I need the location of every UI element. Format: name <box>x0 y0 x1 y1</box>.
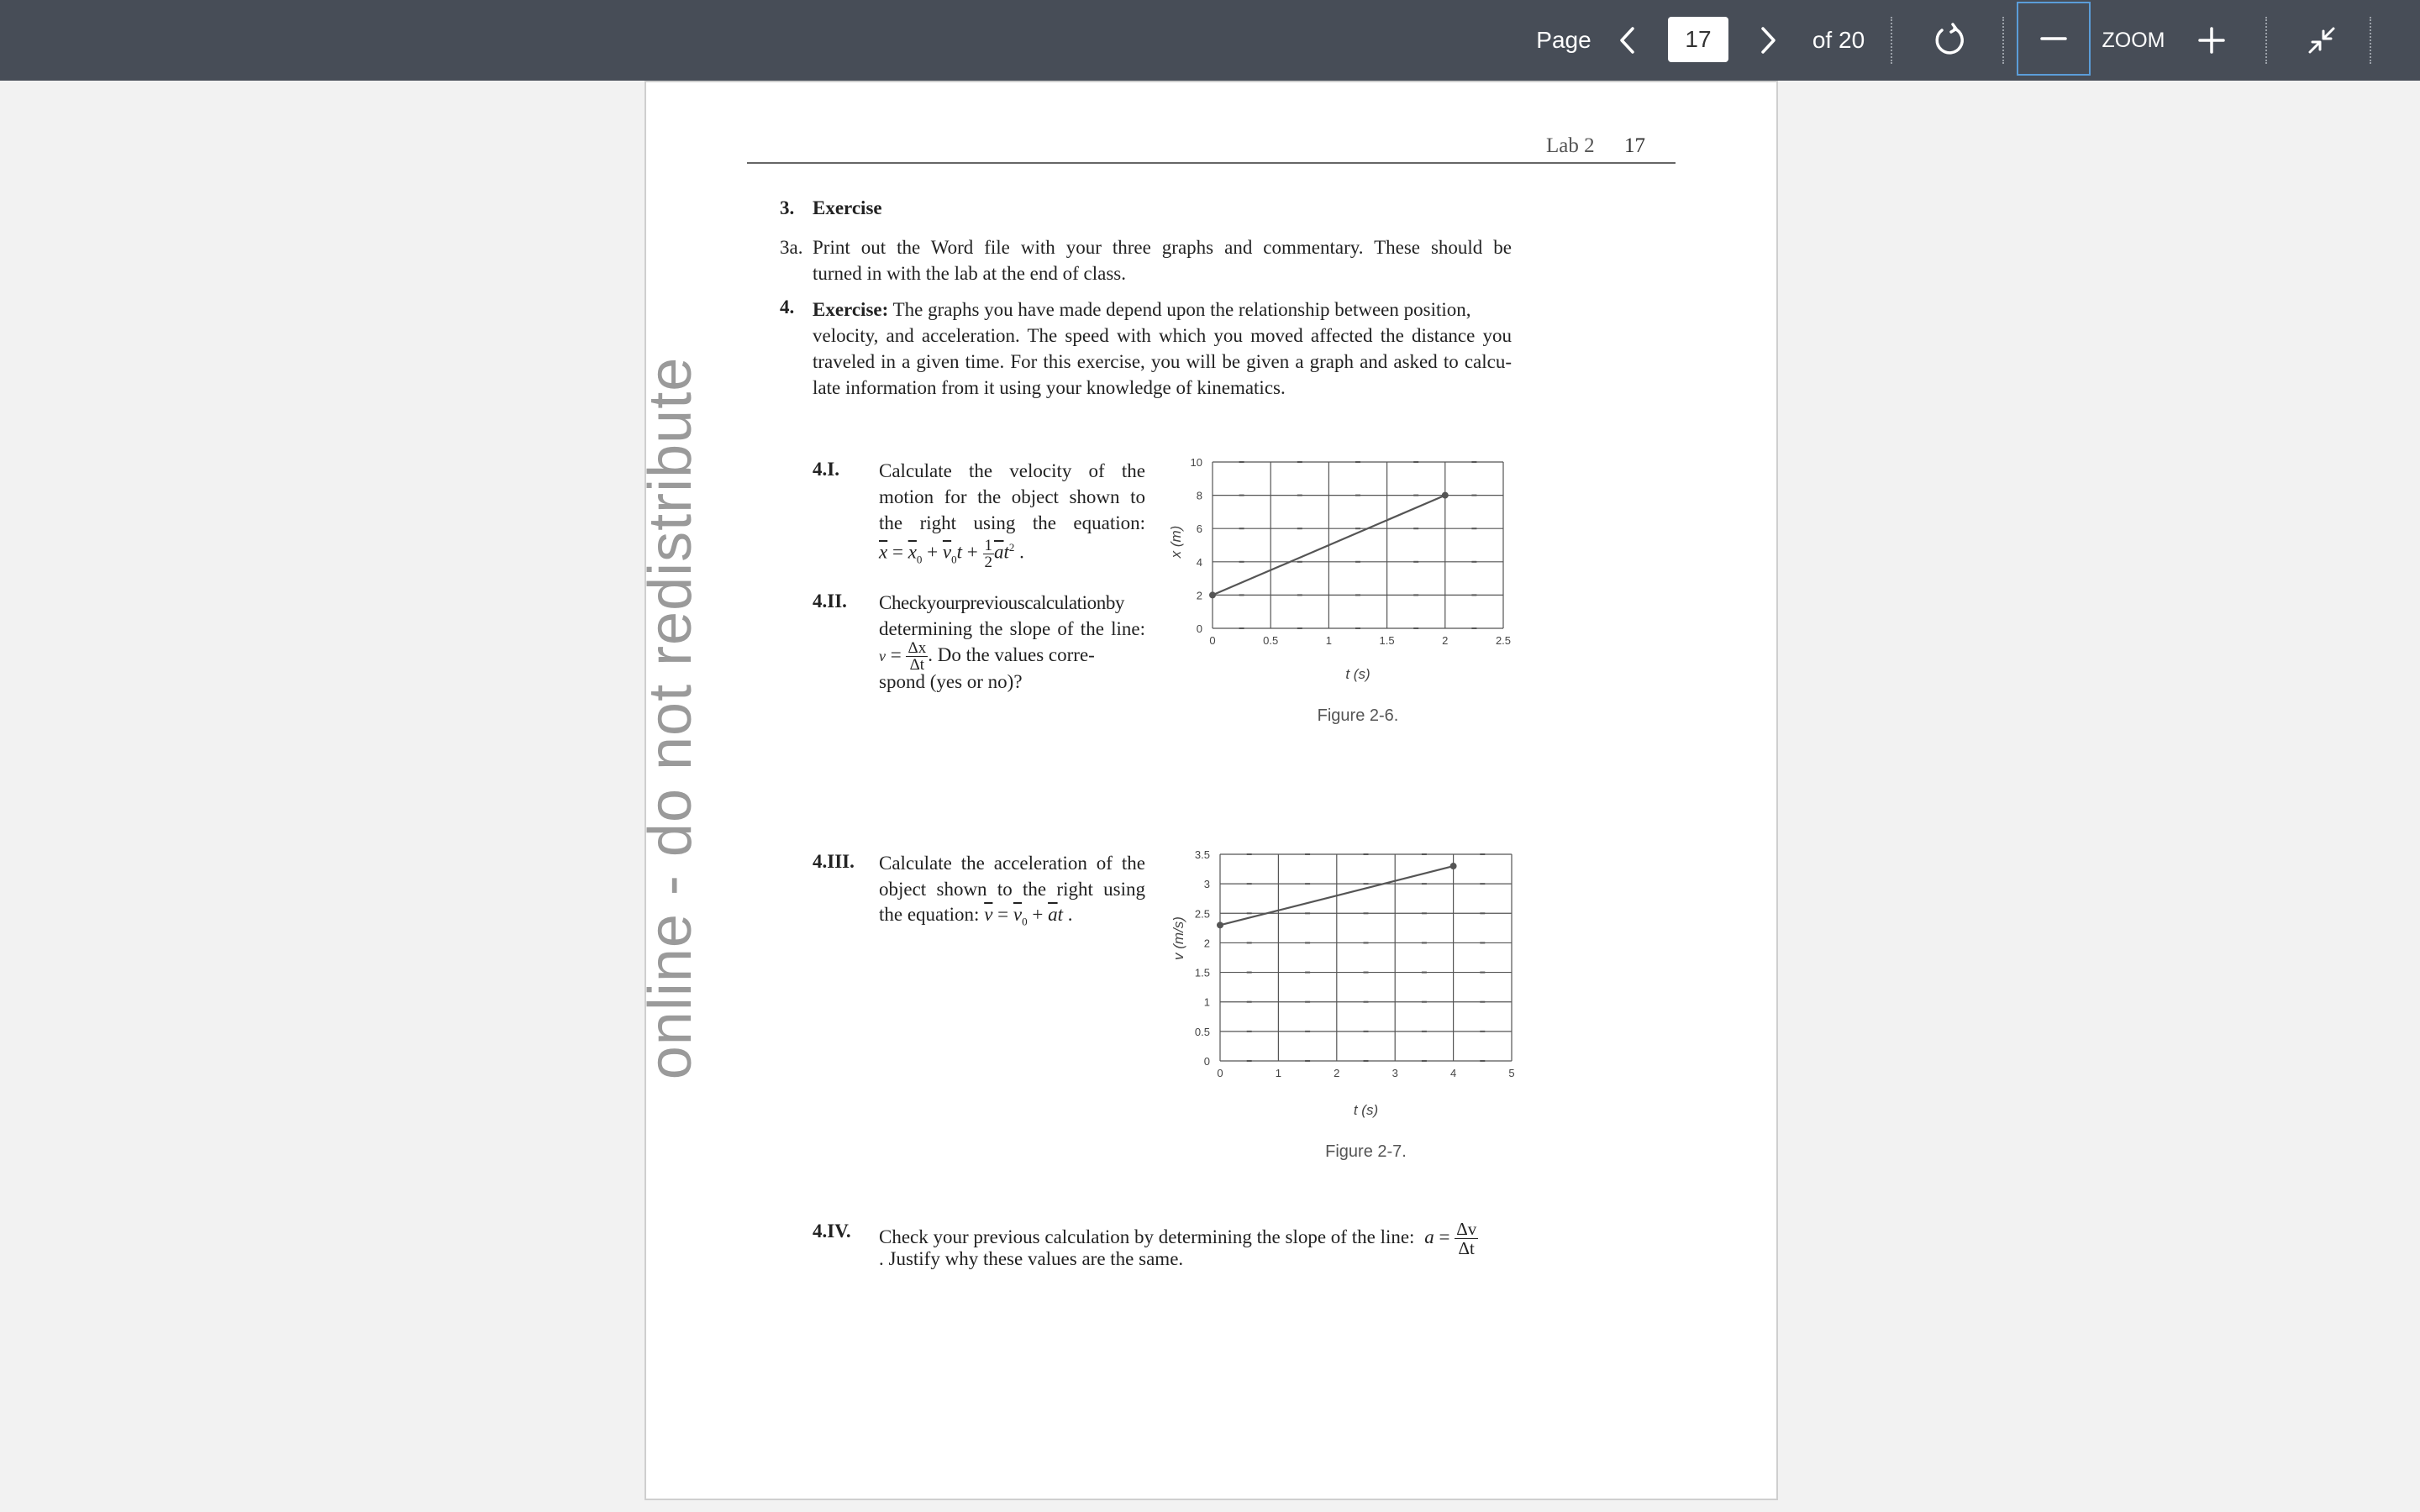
question-line: . Justify why these values are the same. <box>879 1248 1184 1269</box>
question-line: Calculate the acceleration of the <box>879 853 1145 874</box>
question-line: Check your previous calculation by determining the slope of the line: a = $\frac{\Delta v}{\Delta t}$ <box>879 1219 1477 1258</box>
data-point <box>1450 863 1457 869</box>
toolbar-divider <box>2002 17 2004 64</box>
paragraph-text: The graphs you have made depend upon the relationship between position, <box>888 299 1471 320</box>
y-tick-label: 8 <box>1196 489 1202 502</box>
y-tick-label: 4 <box>1196 555 1202 569</box>
document-page <box>644 81 1778 1500</box>
paragraph-line: Print out the Word file with your three graphs and commentary. These should be <box>813 237 1512 258</box>
section-number: 3. <box>780 197 795 218</box>
question-number: 4.III. <box>813 851 855 872</box>
x-tick-label: 5 <box>1508 1067 1515 1079</box>
x-tick-label: 4 <box>1449 1067 1457 1079</box>
x-tick-label: 1 <box>1325 634 1333 647</box>
question-line: motion for the object shown to <box>879 486 1145 507</box>
y-tick-label: 1 <box>1203 995 1210 1009</box>
exit-fullscreen-button[interactable] <box>2298 0 2345 81</box>
y-tick-label: 2 <box>1196 589 1202 602</box>
question-line: the right using the equation: <box>879 512 1145 533</box>
viewer-toolbar <box>0 0 2420 81</box>
x-tick-label: 2 <box>1442 634 1449 647</box>
next-page-button[interactable] <box>1749 0 1786 81</box>
x-axis-label: t (s) <box>1353 1102 1379 1118</box>
zoom-out-button[interactable] <box>2017 2 2091 76</box>
toolbar-divider <box>1891 17 1892 64</box>
y-tick-label: 6 <box>1196 522 1202 536</box>
zoom-in-button[interactable] <box>2191 0 2232 81</box>
page-number: 17 <box>1624 134 1645 157</box>
plus-icon <box>2197 26 2226 55</box>
x-tick-label: 0.5 <box>1263 634 1279 647</box>
item-number: 3a. <box>780 237 803 258</box>
y-tick-label: 0 <box>1203 1055 1210 1068</box>
question-line: Checkyourpreviouscalculationby <box>879 592 1125 613</box>
x-tick-label: 3 <box>1392 1067 1398 1079</box>
paragraph-line <box>813 297 1512 323</box>
y-tick-label: 2.5 <box>1194 907 1210 921</box>
collapse-icon <box>2305 24 2338 57</box>
page-label: Page <box>1536 27 1591 53</box>
slope-equation: v = $\frac{\Delta x}{\Delta t}$ . Do the values corre- <box>879 639 1095 674</box>
chevron-left-icon <box>1618 25 1638 55</box>
zoom-label: ZOOM <box>2102 28 2165 52</box>
header-rule <box>747 162 1676 164</box>
x-tick-label: 2 <box>1334 1067 1340 1079</box>
data-point <box>1209 591 1216 598</box>
rotate-button[interactable] <box>1928 0 1970 81</box>
x-tick-label: 2.5 <box>1495 634 1512 647</box>
x-tick-label: 0 <box>1217 1067 1223 1079</box>
figure-caption: Figure 2-6. <box>1317 706 1399 725</box>
question-line: object shown to the right using <box>879 879 1145 900</box>
watermark: online - do not redistribute <box>637 356 704 1080</box>
minus-icon <box>2040 36 2067 41</box>
y-tick-label: 0 <box>1196 622 1202 635</box>
running-title: Lab 2 <box>1546 134 1595 157</box>
page-number-input[interactable] <box>1668 17 1728 62</box>
question-number: 4.I. <box>813 459 839 480</box>
question-line: Calculate the velocity of the <box>879 460 1145 481</box>
figure-caption: Figure 2-7. <box>1325 1142 1407 1161</box>
section-title: Exercise <box>813 197 882 218</box>
paragraph-line: late information from it using your knowledge of kinematics. <box>813 377 1286 398</box>
question-number: 4.IV. <box>813 1221 851 1242</box>
y-tick-label: 3 <box>1203 878 1210 891</box>
question-line: determining the slope of the line: <box>879 618 1145 639</box>
y-axis-label: v (m/s) <box>1171 916 1186 960</box>
section-number: 4. <box>780 297 795 318</box>
x-tick-label: 0 <box>1209 634 1216 647</box>
y-tick-label: 3.5 <box>1194 848 1210 861</box>
x-tick-label: 1.5 <box>1379 634 1395 647</box>
position-time-chart <box>1168 449 1521 725</box>
rotate-icon <box>1931 22 1968 59</box>
paragraph-line: velocity, and acceleration. The speed with which you moved affected the distance you <box>813 325 1512 346</box>
previous-page-button[interactable] <box>1609 0 1646 81</box>
x-axis-label: t (s) <box>1345 666 1370 682</box>
velocity-time-chart <box>1168 840 1529 1168</box>
kinematics-equation: $\overline{x} = \overline{x}_0 + \overline{v}_0t$ + $\frac{1}{2}$ $\overline{a}t^2$ . <box>879 536 1024 571</box>
y-tick-label: 0.5 <box>1194 1025 1210 1038</box>
y-tick-label: 1.5 <box>1194 966 1210 979</box>
question-number: 4.II. <box>813 591 847 612</box>
toolbar-divider <box>2370 17 2371 64</box>
velocity-equation: the equation: $\overline{v} = \overline{v}_0 + \overline{a}t$ . <box>879 904 1073 928</box>
toolbar-divider <box>2265 17 2267 64</box>
x-tick-label: 1 <box>1275 1067 1282 1079</box>
data-point <box>1217 921 1223 928</box>
total-pages: of 20 <box>1812 27 1865 53</box>
paragraph-line: traveled in a given time. For this exercise, you will be given a graph and asked to calcu- <box>813 351 1512 372</box>
y-tick-label: 2 <box>1203 937 1210 950</box>
exercise-label: Exercise: <box>813 299 889 320</box>
chevron-right-icon <box>1758 25 1778 55</box>
y-tick-label: 10 <box>1190 456 1202 469</box>
y-axis-label: x (m) <box>1168 525 1184 559</box>
question-line: spond (yes or no)? <box>879 671 1023 692</box>
data-point <box>1442 492 1449 499</box>
paragraph-line: turned in with the lab at the end of class. <box>813 263 1127 284</box>
